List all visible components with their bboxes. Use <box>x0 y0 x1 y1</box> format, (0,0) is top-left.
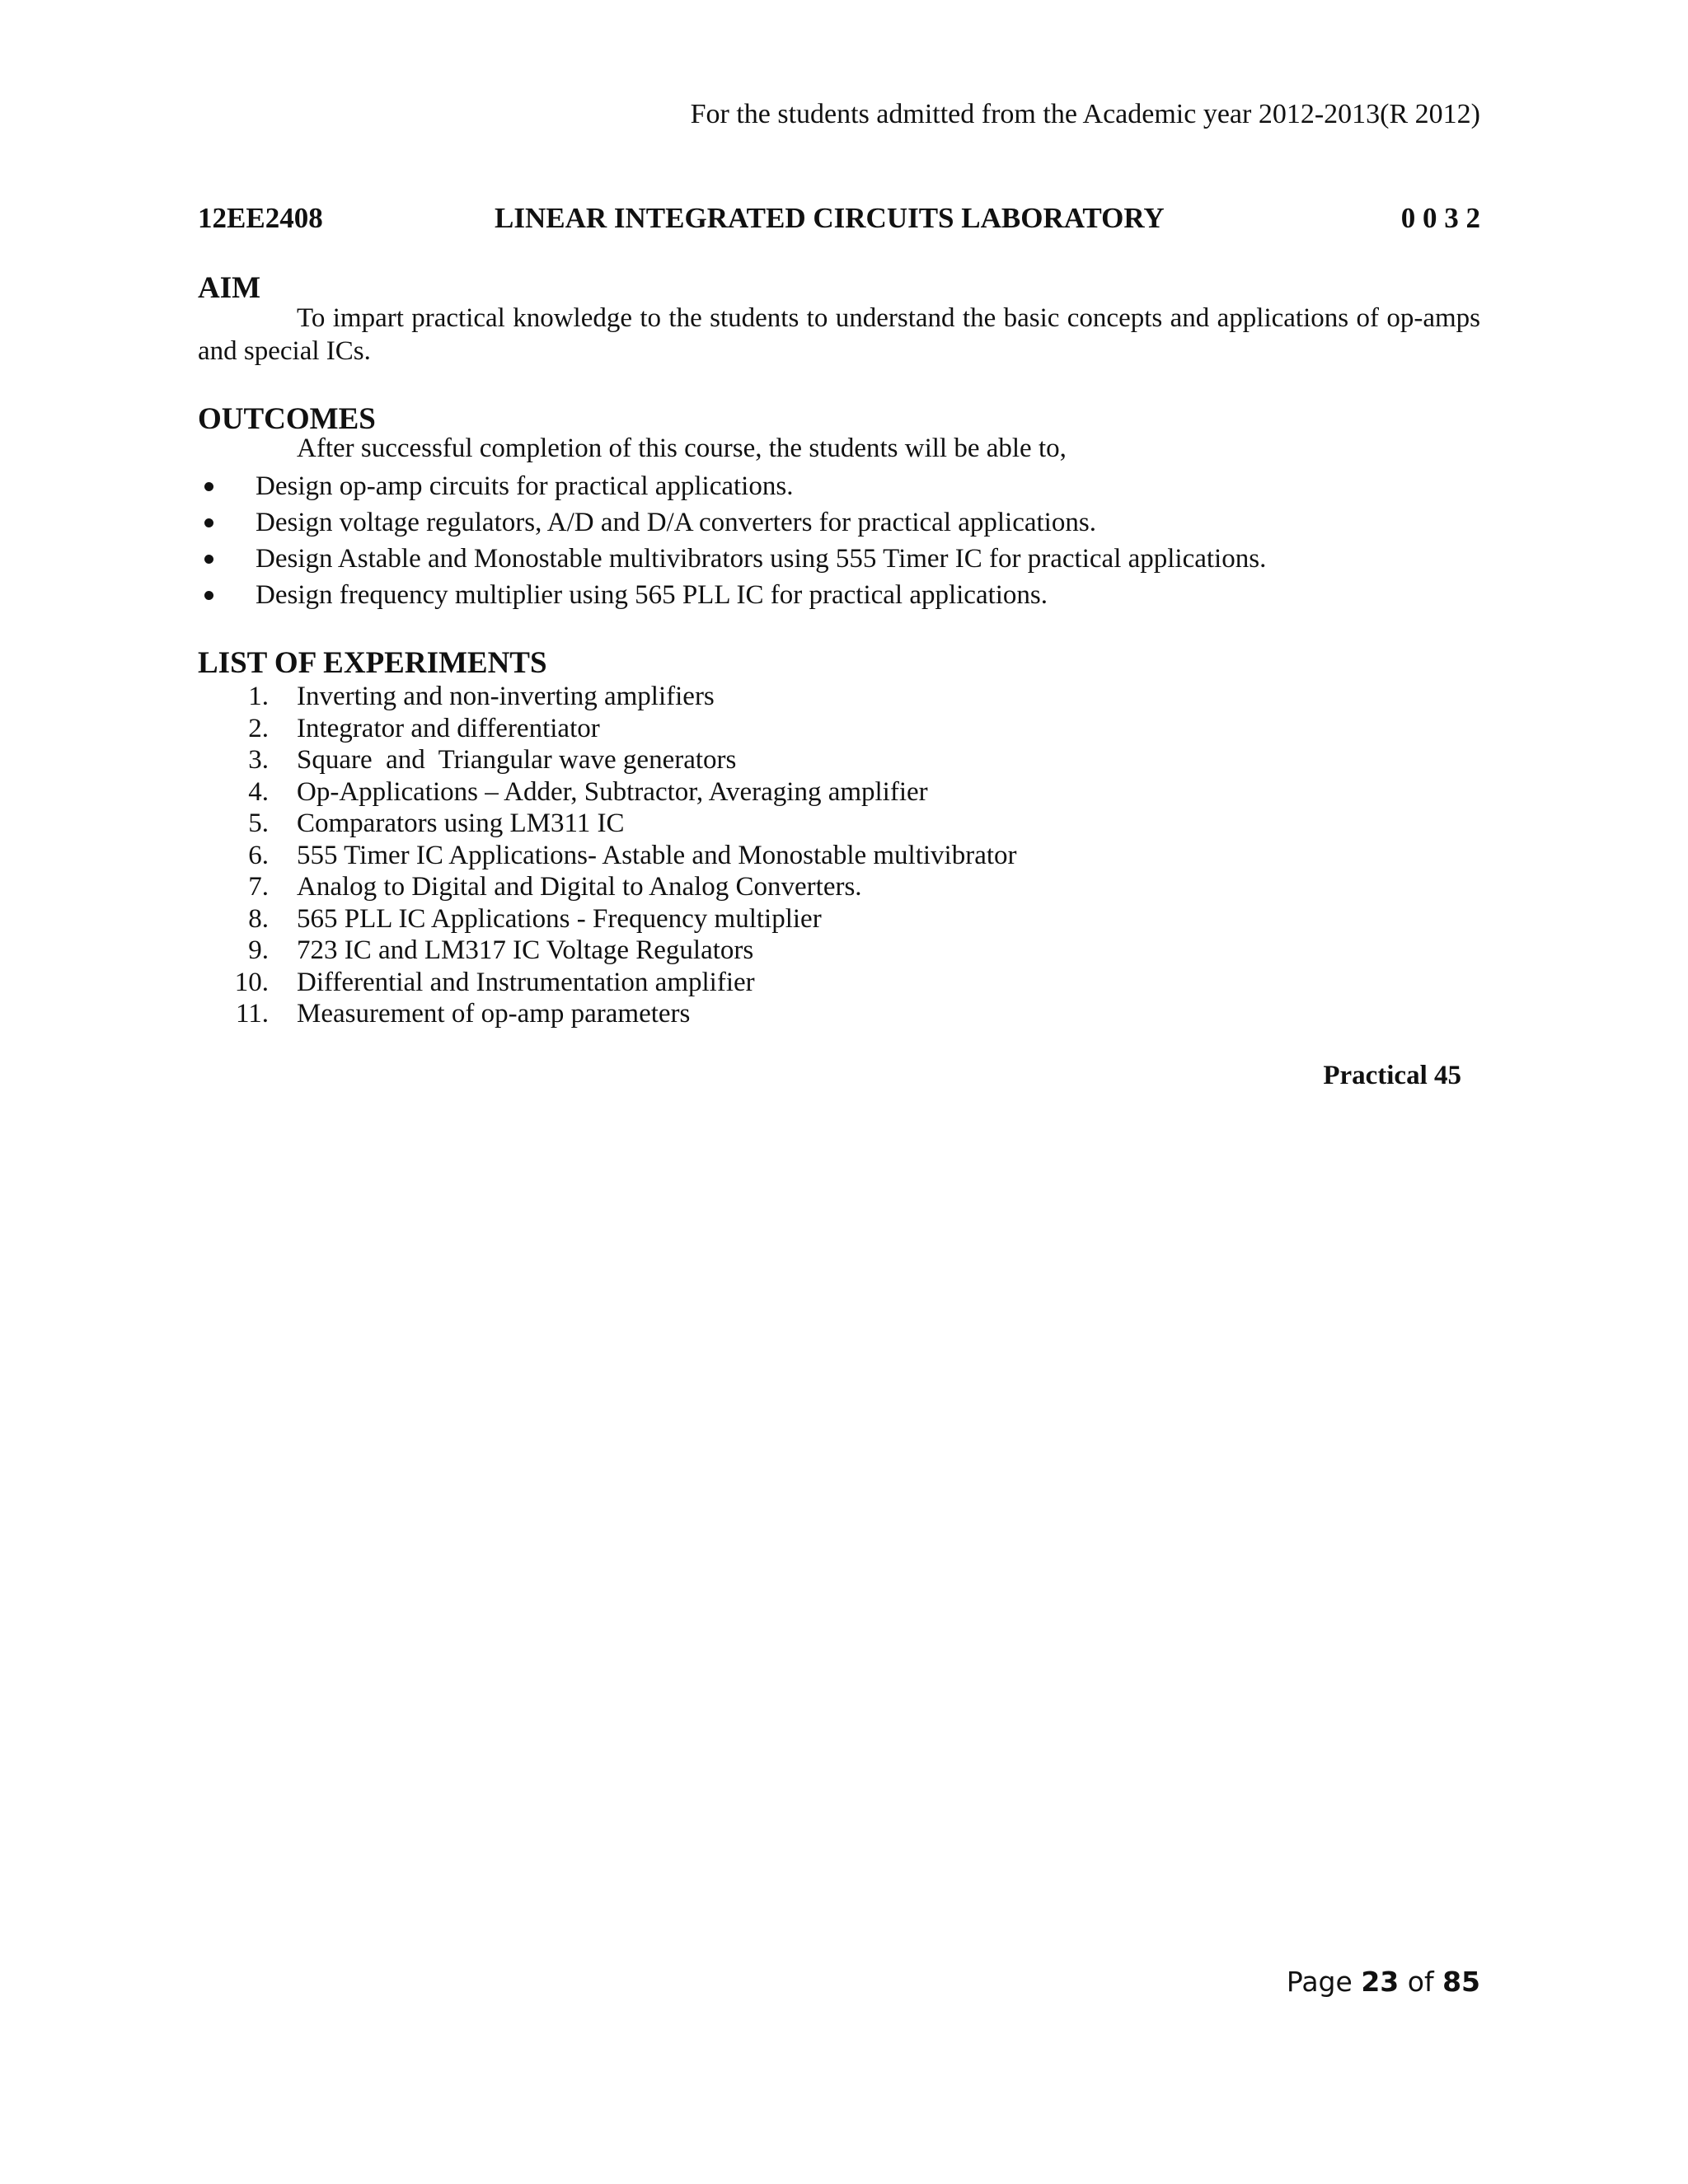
experiments-list <box>234 681 1017 1030</box>
experiment-text: Measurement of op-amp parameters <box>297 999 691 1029</box>
outcome-text: Design op-amp circuits for practical applications. <box>256 471 794 501</box>
list-number: 4. <box>248 776 269 807</box>
list-number: 8. <box>248 903 269 934</box>
bullet-icon <box>204 555 213 564</box>
list-item <box>198 504 1266 541</box>
list-item <box>239 871 1017 903</box>
list-item <box>239 744 1017 776</box>
list-number: 9. <box>248 935 269 965</box>
practical-hours: Practical 45 <box>1323 1061 1461 1090</box>
course-title: LINEAR INTEGRATED CIRCUITS LABORATORY <box>495 202 1165 234</box>
current-page: 23 <box>1361 1966 1400 1998</box>
list-number: 3. <box>248 745 269 775</box>
outcomes-list <box>198 468 1266 613</box>
list-item <box>239 776 1017 808</box>
list-item <box>198 541 1266 577</box>
list-item <box>239 840 1017 872</box>
list-item <box>198 468 1266 504</box>
list-item <box>239 681 1017 713</box>
experiment-text: Integrator and differentiator <box>297 713 600 743</box>
experiment-text: 723 IC and LM317 IC Voltage Regulators <box>297 935 754 965</box>
experiment-text: Comparators using LM311 IC <box>297 808 625 838</box>
list-item <box>234 967 1017 999</box>
total-pages: 85 <box>1442 1966 1480 1998</box>
list-item <box>239 903 1017 935</box>
list-item <box>239 808 1017 840</box>
course-header <box>198 202 1480 238</box>
experiment-text: 555 Timer IC Applications- Astable and Monostable multivibrator <box>297 840 1017 870</box>
list-number: 5. <box>248 808 269 838</box>
course-credits: 0 0 3 2 <box>1400 202 1480 234</box>
list-number: 1. <box>248 682 269 711</box>
experiment-text: Inverting and non-inverting amplifiers <box>297 682 715 711</box>
of-word: of <box>1407 1966 1434 1998</box>
page-word: Page <box>1286 1966 1353 1998</box>
experiment-text: Op-Applications – Adder, Subtractor, Averaging amplifier <box>297 776 928 807</box>
experiment-text: Analog to Digital and Digital to Analog Converters. <box>297 872 862 902</box>
list-number: 7. <box>248 872 269 902</box>
bullet-icon <box>204 518 213 527</box>
list-number: 6. <box>248 840 269 870</box>
outcome-text: Design Astable and Monostable multivibrators using 555 Timer IC for practical applications. <box>256 544 1267 574</box>
header-note: For the students admitted from the Academic year 2012-2013(R 2012) <box>690 99 1480 129</box>
experiment-text: Differential and Instrumentation amplifier <box>297 967 755 997</box>
experiment-text: 565 PLL IC Applications - Frequency multiplier <box>297 903 822 934</box>
outcome-text: Design voltage regulators, A/D and D/A converters for practical applications. <box>256 508 1096 537</box>
outcomes-heading: OUTCOMES <box>198 402 376 436</box>
experiment-text: Square and Triangular wave generators <box>297 745 737 775</box>
page-number <box>1287 1966 1480 1998</box>
course-code: 12EE2408 <box>198 202 323 234</box>
list-number: 2. <box>248 713 269 743</box>
list-item <box>198 577 1266 613</box>
outcomes-intro: After successful completion of this course, the students will be able to, <box>297 434 1067 463</box>
list-number: 10. <box>234 967 269 997</box>
bullet-icon <box>204 482 213 491</box>
list-item <box>239 713 1017 745</box>
bullet-icon <box>204 591 213 600</box>
list-item <box>239 935 1017 967</box>
aim-text: To impart practical knowledge to the students to understand the basic concepts and applications of op-amps and special ICs. <box>198 303 1480 366</box>
aim-heading: AIM <box>198 271 261 305</box>
list-number: 11. <box>235 999 269 1029</box>
experiments-heading: LIST OF EXPERIMENTS <box>198 646 547 680</box>
list-item <box>235 998 1017 1030</box>
outcome-text: Design frequency multiplier using 565 PLL IC for practical applications. <box>256 580 1048 610</box>
